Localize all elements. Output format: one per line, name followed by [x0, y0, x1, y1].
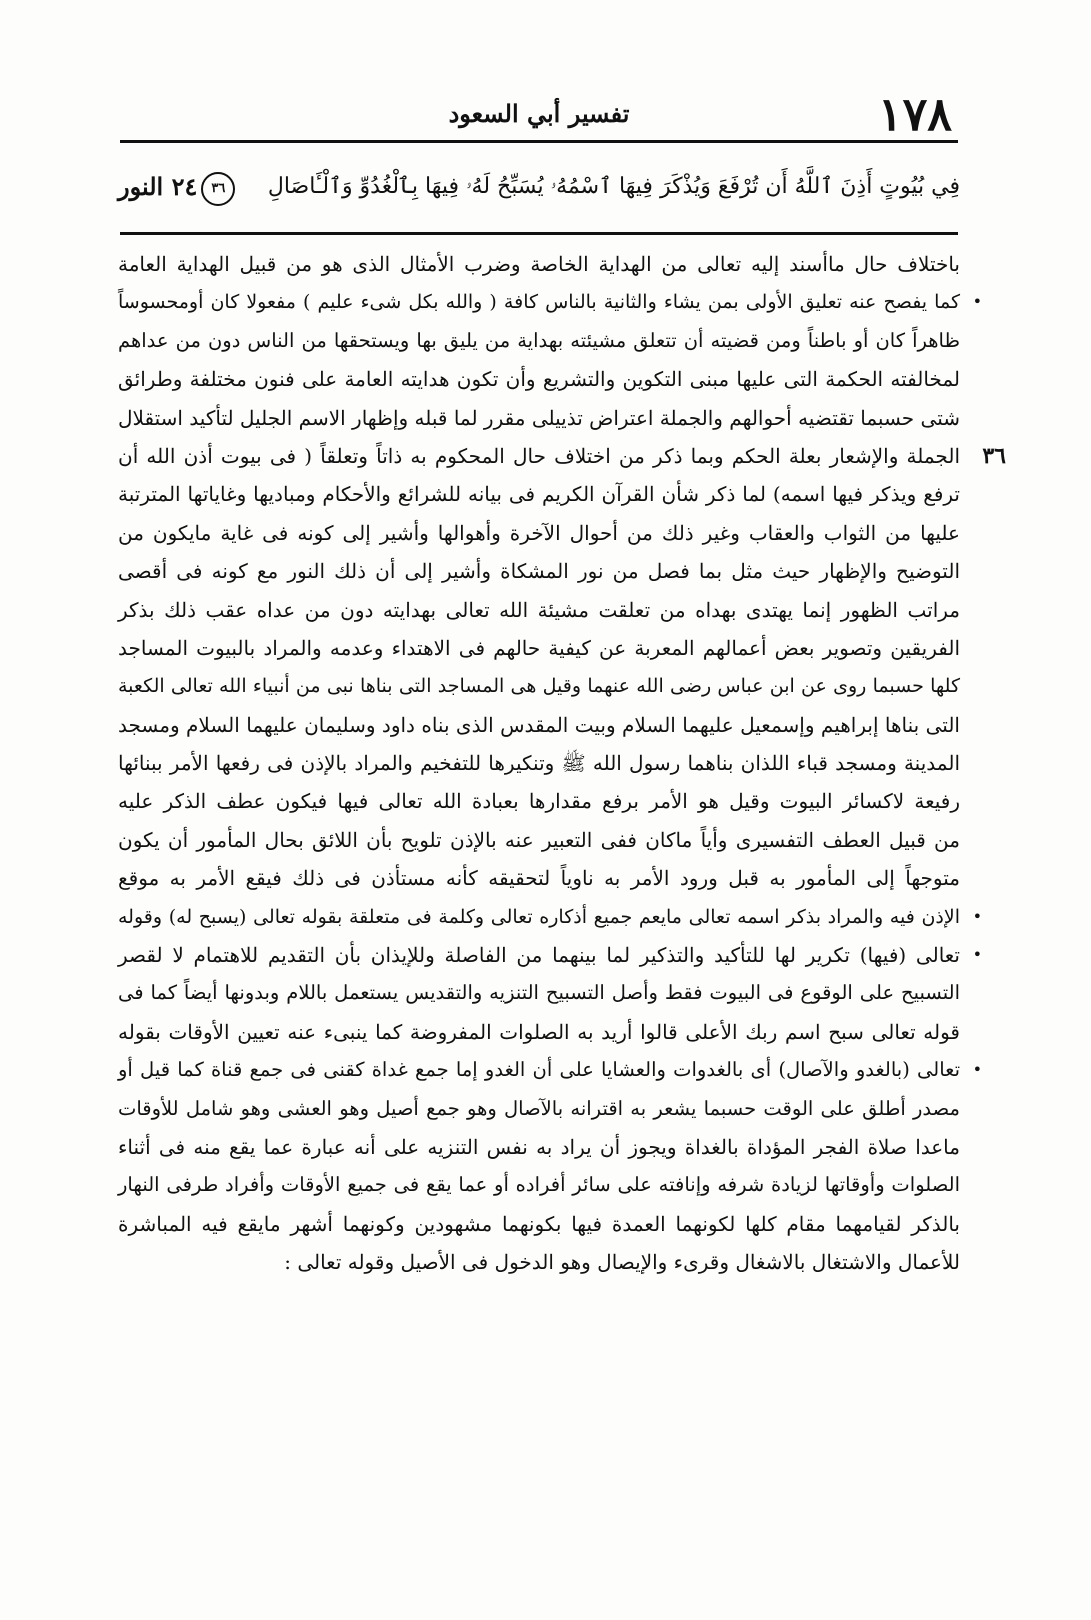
text-line-content: من قبيل العطف التفسيرى وأياً ماكان ففى التعبير عنه بالإذن تلويح بأن اللائق بحال المأمور أن يكون	[118, 827, 960, 852]
margin-verse-number: ٣٦	[982, 442, 1006, 469]
verse-reference	[118, 160, 239, 214]
text-line-content: الصلوات وأوقاتها لزيادة شرفه وإنافته على سائر أفراده أو عما يقع فى جميع الأوقات وأفراد طرفى النهار	[118, 1173, 960, 1197]
margin-bullet: •	[972, 292, 982, 312]
text-line	[118, 475, 960, 513]
verse-rule	[120, 232, 958, 235]
text-line-content: باختلاف حال ماأسند إليه تعالى من الهداية الخاصة وضرب الأمثال الذى هو من قبيل الهداية العامة	[118, 252, 960, 276]
quran-verse-row	[118, 160, 960, 214]
text-line-content: لمخالفته الحكمة التى عليها مبنى التكوين والتشريع وأن تكون هدايته العامة على فنون مختلفة وطرائق	[118, 367, 960, 392]
text-line	[118, 1205, 960, 1243]
page-number: ١٧٨	[877, 87, 952, 141]
text-line	[118, 1013, 960, 1051]
text-line	[118, 821, 960, 859]
text-line	[118, 744, 960, 782]
text-line	[118, 552, 960, 590]
text-line-content: عليها من الثواب والعقاب وغير ذلك من أحوال الآخرة وأهوالها وأشير إلى كونه فى غاية مايكون من	[118, 520, 960, 545]
text-line-content: التسبيح على الوقوع فى البيوت فقط وأصل التسبيح التنزيه والتقديس يستعمل باللام وبدونها أيضاً كما فى	[118, 981, 960, 1005]
text-line-content: الفريقين وتصوير بعض أعمالهم المعربة عن كيفية حالهم فى الاهتداء وعدمه والمراد بالبيوت المساجد	[118, 635, 960, 660]
margin-bullet: •	[972, 1060, 982, 1080]
text-line	[118, 936, 982, 974]
text-line	[118, 898, 982, 936]
text-line	[118, 1166, 960, 1204]
text-line	[118, 399, 960, 437]
text-line	[118, 1090, 960, 1128]
text-line-content: بالذكر لقيامهما مقام كلها لكونهما العمدة فيها بكونهما مشهودين وكونهما أشهر مايقع فيه المباشرة	[118, 1211, 960, 1236]
text-line-content: ماعدا صلاة الفجر المؤداة بالغداة ويجوز أن يراد به نفس التنزيه على أنه عبارة عما يقع منه فى أثناء	[118, 1134, 960, 1159]
text-line-content: التى بناها إبراهيم وإسمعيل عليهما السلام وبيت المقدس الذى بناه داود وسليمان عليهما السلام ومسجد	[118, 712, 960, 737]
text-line-content: ظاهراً كان أو باطناً ومن قضيته أن تتعلق مشيئته بهداية من يليق بها ويستحقها من الناس دون من عداهم	[118, 328, 960, 352]
margin-bullet: •	[972, 945, 982, 965]
text-line	[118, 591, 960, 629]
verse-text: فِي بُيُوتٍ أَذِنَ ٱللَّهُ أَن تُرْفَعَ وَيُذْكَرَ فِيهَا ٱسْمُهُۥ يُسَبِّحُ لَهُۥ فِيهَا بِٱلْغُدُوِّ وَٱلْـَٔاصَالِ	[267, 174, 960, 199]
text-line	[118, 514, 960, 552]
text-line-content: تعالى (فيها) تكرير لها للتأكيد والتذكير لما بينهما من الفاصلة وللإيذان بأن التقديم للاهتمام لا لقصر	[118, 943, 960, 968]
ayah-end-mark: ٣٦	[201, 172, 235, 206]
text-line-content: شتى حسبما تقتضيه أحوالهم والجملة اعتراض تذييلى مقرر لما قبله وإظهار الاسم الجليل لتأكيد استقلال	[118, 405, 960, 430]
text-line	[118, 974, 960, 1012]
commentary-text	[118, 245, 1006, 1282]
text-line-content: للأعمال والاشتغال بالاشغال وقرىء والإيصال وهو الدخول فى الأصيل وقوله تعالى :	[284, 1250, 960, 1275]
text-line	[118, 437, 1006, 475]
text-line	[118, 859, 960, 897]
text-line	[118, 245, 960, 283]
text-line	[118, 360, 960, 398]
text-line	[118, 1051, 982, 1089]
text-line-content: التوضيح والإظهار حيث مثل بما فصل من نور المشكاة وأشير إلى أن ذلك النور مع كونه فى أقصى	[118, 559, 960, 584]
text-line	[118, 1243, 960, 1281]
text-line	[118, 667, 960, 705]
text-line-content: مصدر أطلق على الوقت حسبما يشعر به اقترانه بالآصال وهو جمع أصيل وهو العشى وهو شامل للأوقات	[118, 1096, 960, 1120]
text-line-content: قوله تعالى سبح اسم ربك الأعلى قالوا أريد به الصلوات المفروضة كما ينبىء عنه تعيين الأوقات بقوله	[118, 1019, 960, 1044]
surah-reference: ٢٤ النور	[118, 172, 198, 201]
margin-bullet: •	[972, 906, 982, 926]
text-line-content: الإذن فيه والمراد بذكر اسمه تعالى مايعم جميع أذكاره تعالى وكلمة فى متعلقة بقوله تعالى (يسبح له) وقوله	[118, 905, 960, 928]
text-line-content: كما يفصح عنه تعليق الأولى بمن يشاء والثانية بالناس كافة ( والله بكل شىء عليم ) مفعولا كان أومحسوساً	[118, 291, 960, 314]
text-line-content: ترفع ويذكر فيها اسمه) لما ذكر شأن القرآن الكريم فى بيانه للشرائع والأحكام ومباديها وغاياتها المترتبة	[118, 482, 960, 507]
text-line	[118, 782, 960, 820]
text-line-content: متوجهاً إلى المأمور به قبل ورود الأمر به ناوياً لتحقيقه كأنه مستأذن فى ذلك فيقع الأمر به موقع	[118, 866, 960, 891]
text-line-content: رفيعة لاكسائر البيوت وقيل هو الأمر برفع مقدارها بعبادة الله تعالى فيها فيكون عطف الذكر عليه	[118, 789, 960, 814]
header-rule	[120, 140, 958, 143]
text-line-content: مراتب الظهور إنما يهتدى بهداه من تعلقت مشيئة الله تعالى بهدايته دون من عداه عقب ذلك بذكر	[118, 597, 960, 622]
text-line-content: الجملة والإشعار بعلة الحكم وبما ذكر من اختلاف حال المحكوم به ذاتاً وتعلقاً ( فى بيوت أذن الله أن	[118, 443, 960, 468]
text-line	[118, 322, 960, 360]
text-line	[118, 706, 960, 744]
text-line-content: كلها حسبما روى عن ابن عباس رضى الله عنهما وقيل هى المساجد التى بناها نبى من أنبياء الله تعالى الكعبة	[118, 675, 960, 698]
page-header	[118, 88, 960, 140]
text-line	[118, 283, 982, 321]
text-line-content: تعالى (بالغدو والآصال) أى بالغدوات والعشايا على أن الغدو إما جمع غداة كقنى فى جمع قناة كما قيل أو	[118, 1058, 960, 1082]
text-line	[118, 629, 960, 667]
running-title: تفسير أبي السعود	[448, 99, 630, 128]
text-line	[118, 1128, 960, 1166]
text-line-content: المدينة ومسجد قباء اللذان بناهما رسول الله ﷺ وتنكيرها للتفخيم والمراد بالإذن فى رفعها الأمر ببنائها	[118, 751, 960, 776]
